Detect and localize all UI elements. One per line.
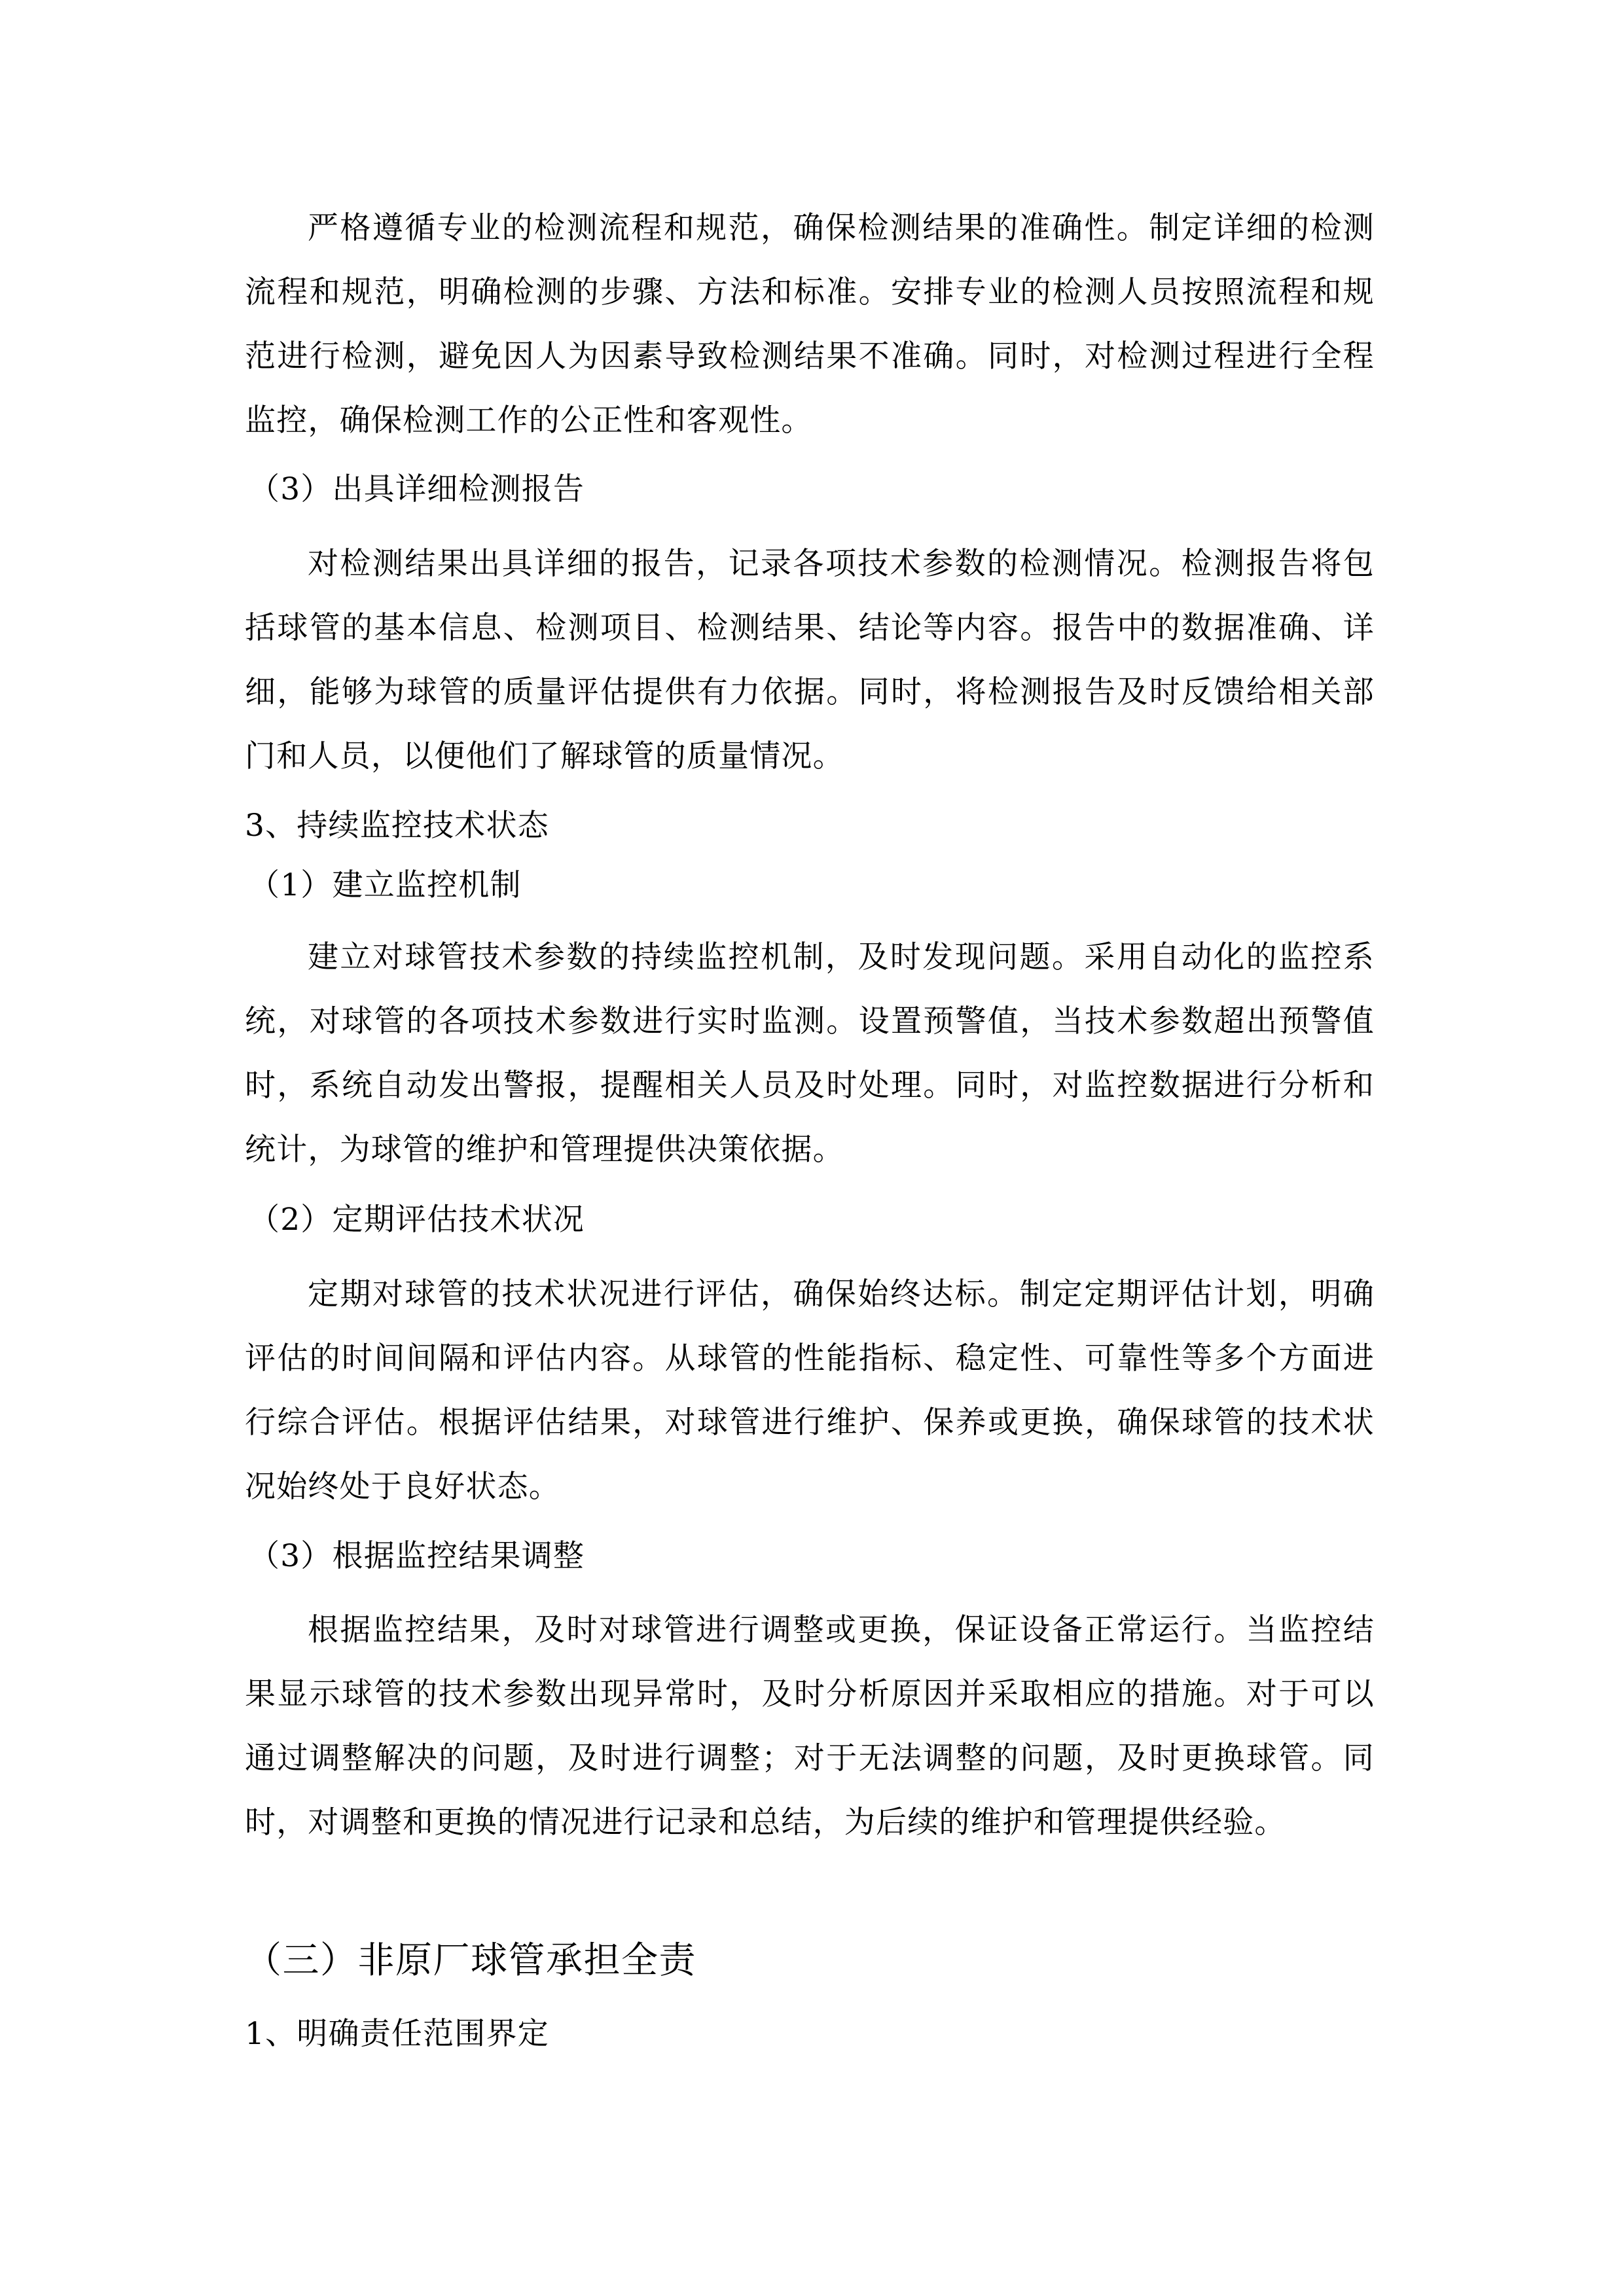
subheading-monitoring-mechanism: （1）建立监控机制: [249, 867, 522, 903]
paragraph-monitoring-mechanism: 建立对球管技术参数的持续监控机制，及时发现问题。采用自动化的监控系统，对球管的各项技术参数进行实时监测。设置预警值，当技术参数超出预警值时，系统自动发出警报，提醒相关人员及时处理。同时，对监控数据进行分析和统计，为球管的维护和管理提供决策依据。: [245, 939, 1375, 1168]
section-title-non-original-tubes: （三）非原厂球管承担全责: [245, 1939, 696, 1982]
heading-continuous-monitoring: 3、持续监控技术状态: [245, 808, 549, 844]
subheading-periodic-assessment: （2）定期评估技术状况: [249, 1202, 585, 1238]
subheading-detailed-report: （3）出具详细检测报告: [249, 471, 585, 507]
heading-responsibility-scope: 1、明确责任范围界定: [245, 2016, 549, 2052]
paragraph-detection-process: 严格遵循专业的检测流程和规范，确保检测结果的准确性。制定详细的检测流程和规范，明确检测的步骤、方法和标准。安排专业的检测人员按照流程和规范进行检测，避免因人为因素导致检测结果不准确。同时，对检测过程进行全程监控，确保检测工作的公正性和客观性。: [245, 210, 1375, 439]
subheading-adjust-by-monitoring: （3）根据监控结果调整: [249, 1538, 585, 1574]
paragraph-periodic-assessment: 定期对球管的技术状况进行评估，确保始终达标。制定定期评估计划，明确评估的时间间隔和评估内容。从球管的性能指标、稳定性、可靠性等多个方面进行综合评估。根据评估结果，对球管进行维护、保养或更换，确保球管的技术状况始终处于良好状态。: [245, 1276, 1375, 1505]
paragraph-detection-report: 对检测结果出具详细的报告，记录各项技术参数的检测情况。检测报告将包括球管的基本信息、检测项目、检测结果、结论等内容。报告中的数据准确、详细，能够为球管的质量评估提供有力依据。同时，将检测报告及时反馈给相关部门和人员，以便他们了解球管的质量情况。: [245, 546, 1375, 774]
paragraph-adjust-by-monitoring: 根据监控结果，及时对球管进行调整或更换，保证设备正常运行。当监控结果显示球管的技术参数出现异常时，及时分析原因并采取相应的措施。对于可以通过调整解决的问题，及时进行调整；对于无法调整的问题，及时更换球管。同时，对调整和更换的情况进行记录和总结，为后续的维护和管理提供经验。: [245, 1612, 1375, 1840]
